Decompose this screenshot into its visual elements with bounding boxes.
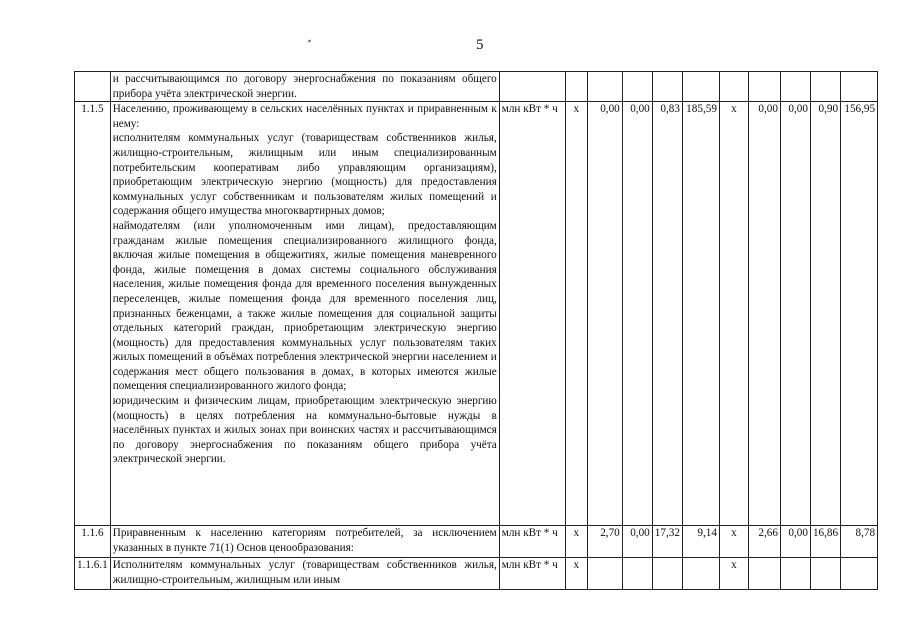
value-cell: 2,70	[587, 526, 622, 558]
value-cell	[810, 558, 840, 590]
table-row	[75, 526, 878, 558]
row-number: 1.1.6	[75, 526, 111, 558]
description-paragraph: юридическим и физическим лицам, приобретающим электрическую энергию (мощность) в целях потребления на коммунально-бытовые нужды в населённых пунктах и жилых зонах при воинских частях и рассчитывающимся по договору энергоснабжения по показаниям общего прибора учёта электрической энергии.	[112, 395, 497, 466]
value-cell	[810, 72, 840, 102]
value-cell: x	[719, 102, 748, 526]
row-number	[75, 72, 111, 102]
description-paragraph: Исполнителям коммунальных услуг (товариществам собственников жилья, жилищно-строительным, жилищным или иным	[112, 559, 497, 586]
description-paragraph: и рассчитывающимся по договору энергоснабжения по показаниям общего прибора учёта электрической энергии.	[112, 73, 497, 100]
value-cell: 0,83	[652, 102, 682, 526]
description-paragraph: Приравненным к населению категориям потребителей, за исключением указанных в пункте 71(1) Основ ценообразования:	[112, 527, 497, 554]
unit-cell: млн кВт * ч	[499, 558, 565, 590]
value-cell	[841, 72, 878, 102]
value-cell	[622, 72, 652, 102]
description-paragraph: исполнителям коммунальных услуг (товариществам собственников жилья, жилищно-строительным, жилищным или иным специализированным потребительским кооперативам либо управляющим организациям), приобретающим электрическую энергию (мощность) для предоставления коммунальных услуг собственникам и пользователям жилых помещений и содержания общего имущества многоквартирных домов;	[112, 132, 497, 218]
value-cell: 0,00	[622, 102, 652, 526]
description-paragraph: наймодателям (или уполномоченным ими лицам), предоставляющим гражданам жилые помещения специализированного жилищного фонда, включая жилые помещения в общежитиях, жилые помещения маневренного фонда, жилые помещения в домах системы социального обслуживания населения, жилые помещения фонда для временного поселения вынужденных переселенцев, жилые помещения фонда для временного поселения лиц, признанных беженцами, а также жилые помещения для социальной защиты отдельных категорий граждан, приобретающим электрическую энергию (мощность) для предоставления коммунальных услуг пользователям таких жилых помещений в объёмах потребления электрической энергии населением и содержания мест общего пользования в домах, в которых имеются жилые помещения специализированного жилого фонда;	[112, 219, 497, 393]
value-cell: x	[719, 558, 748, 590]
value-cell: 0,00	[622, 526, 652, 558]
value-cell	[587, 72, 622, 102]
scan-speck	[308, 39, 312, 42]
value-cell: 0,00	[748, 102, 780, 526]
value-cell	[748, 72, 780, 102]
value-cell	[780, 72, 810, 102]
page-number: 5	[476, 37, 484, 53]
value-cell	[565, 72, 587, 102]
value-cell	[719, 72, 748, 102]
table-row	[75, 102, 878, 526]
row-description	[110, 558, 499, 590]
value-cell	[780, 558, 810, 590]
value-cell: 8,78	[841, 526, 878, 558]
row-number: 1.1.6.1	[75, 558, 111, 590]
value-cell: 185,59	[682, 102, 719, 526]
value-cell	[652, 72, 682, 102]
row-description	[110, 102, 499, 526]
row-description	[110, 72, 499, 102]
tariff-table	[74, 71, 878, 590]
value-cell: x	[565, 102, 587, 526]
value-cell: 16,86	[810, 526, 840, 558]
value-cell: x	[565, 558, 587, 590]
value-cell: x	[719, 526, 748, 558]
value-cell	[587, 558, 622, 590]
unit-cell	[499, 72, 565, 102]
value-cell	[682, 558, 719, 590]
value-cell: 0,00	[587, 102, 622, 526]
value-cell: 0,00	[780, 102, 810, 526]
value-cell	[622, 558, 652, 590]
value-cell: 2,66	[748, 526, 780, 558]
table-row	[75, 558, 878, 590]
value-cell: x	[565, 526, 587, 558]
value-cell: 156,95	[841, 102, 878, 526]
value-cell	[748, 558, 780, 590]
value-cell: 0,00	[780, 526, 810, 558]
unit-cell: млн кВт * ч	[499, 102, 565, 526]
value-cell: 0,90	[810, 102, 840, 526]
row-number: 1.1.5	[75, 102, 111, 526]
value-cell	[841, 558, 878, 590]
table-row	[75, 72, 878, 102]
row-description	[110, 526, 499, 558]
value-cell	[652, 558, 682, 590]
description-paragraph: Населению, проживающему в сельских населённых пунктах и приравненным к нему:	[112, 103, 497, 130]
value-cell: 9,14	[682, 526, 719, 558]
value-cell	[682, 72, 719, 102]
unit-cell: млн кВт * ч	[499, 526, 565, 558]
value-cell: 17,32	[652, 526, 682, 558]
